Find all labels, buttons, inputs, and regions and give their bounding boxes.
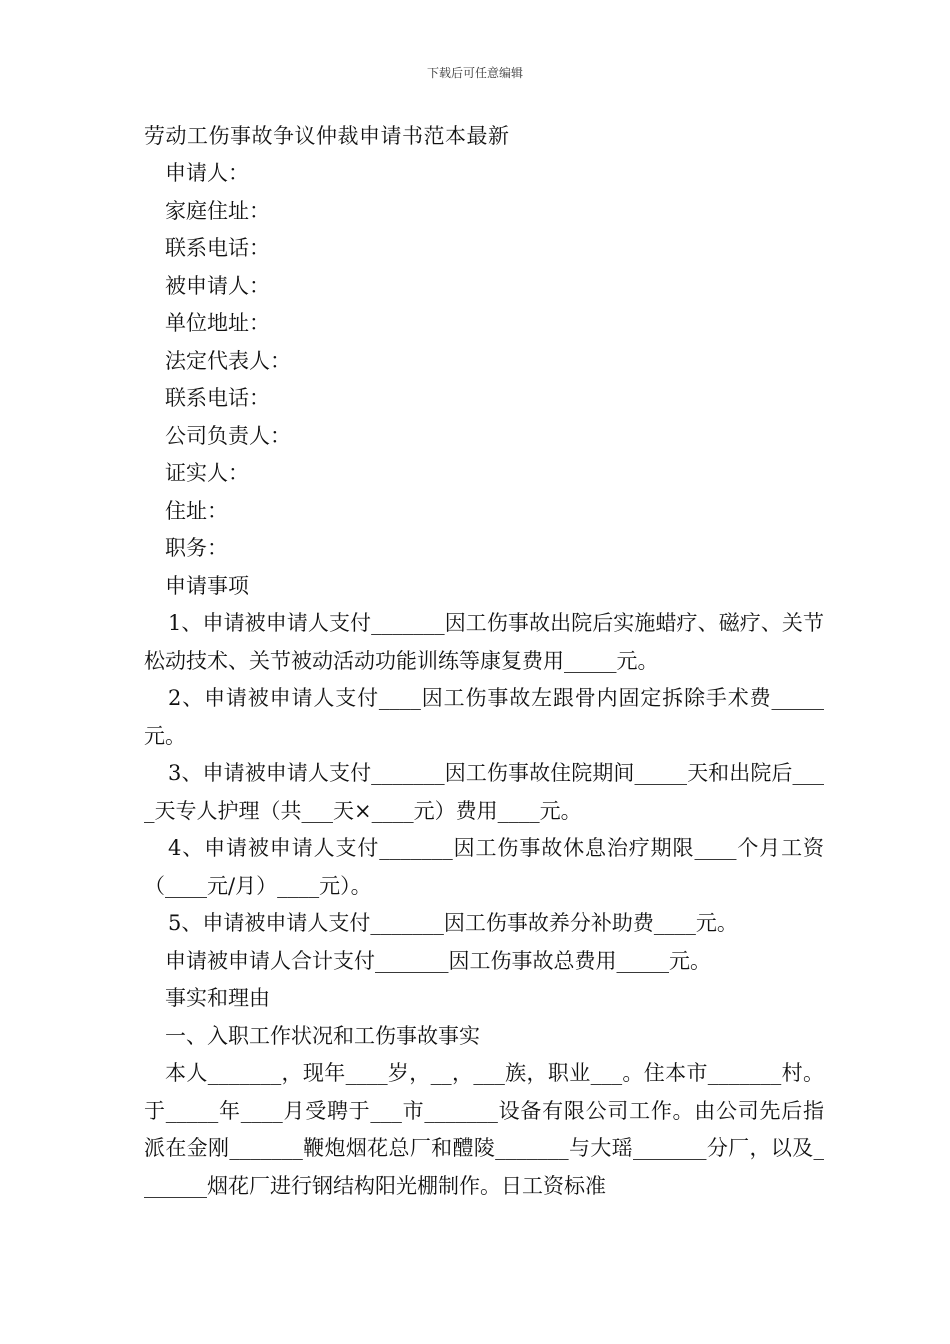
header-note: 下载后可任意编辑	[426, 66, 523, 80]
request-item: 3、申请被申请人支付_______因工伤事故住院期间_____天和出院后____天专人护理（共___天×____元）费用____元。	[144, 761, 824, 823]
request-total: 申请被申请人合计支付_______因工伤事故总费用_____元。	[165, 948, 711, 973]
field-witness: 证实人：	[165, 461, 249, 485]
field-applicant: 申请人：	[165, 161, 249, 185]
field-respondent: 被申请人：	[165, 273, 270, 298]
request-item: 5、申请被申请人支付_______因工伤事故养分补助费____元。	[168, 911, 738, 935]
field-position: 职务：	[165, 536, 228, 560]
field-legal-representative: 法定代表人：	[165, 348, 291, 373]
document-title: 劳动工伤事故争议仲裁申请书范本最新	[144, 124, 510, 148]
section-heading-requests: 申请事项	[165, 573, 249, 598]
field-home-address: 家庭住址：	[165, 198, 270, 223]
field-company-head: 公司负责人：	[165, 423, 291, 448]
document-body	[144, 118, 824, 1205]
field-company-address: 单位地址：	[165, 311, 270, 335]
request-item: 1、申请被申请人支付_______因工伤事故出院后实施蜡疗、磁疗、关节松动技术、关节被动活动功能训练等康复费用_____元。	[144, 611, 824, 673]
subsection-heading: 一、入职工作状况和工伤事故事实	[165, 1023, 480, 1048]
facts-paragraph: 本人_______，现年____岁，__，___族，职业___。住本市_______村。于_____年____月受聘于___市_______设备有限公司工作。由公司先后指派在金刚_______鞭炮烟花总厂和醴陵_______与大瑶_______分厂，以及_______烟花厂进行钢结构阳光棚制作。日工资标准	[144, 1061, 824, 1198]
field-respondent-phone: 联系电话：	[165, 386, 270, 410]
field-witness-address: 住址：	[165, 498, 228, 523]
request-item: 2、申请被申请人支付____因工伤事故左跟骨内固定拆除手术费_____元。	[144, 686, 824, 748]
request-item: 4、申请被申请人支付_______因工伤事故休息治疗期限____个月工资（____元/月）____元）。	[144, 836, 824, 898]
field-phone: 联系电话：	[165, 236, 270, 260]
section-heading-facts: 事实和理由	[165, 986, 270, 1010]
